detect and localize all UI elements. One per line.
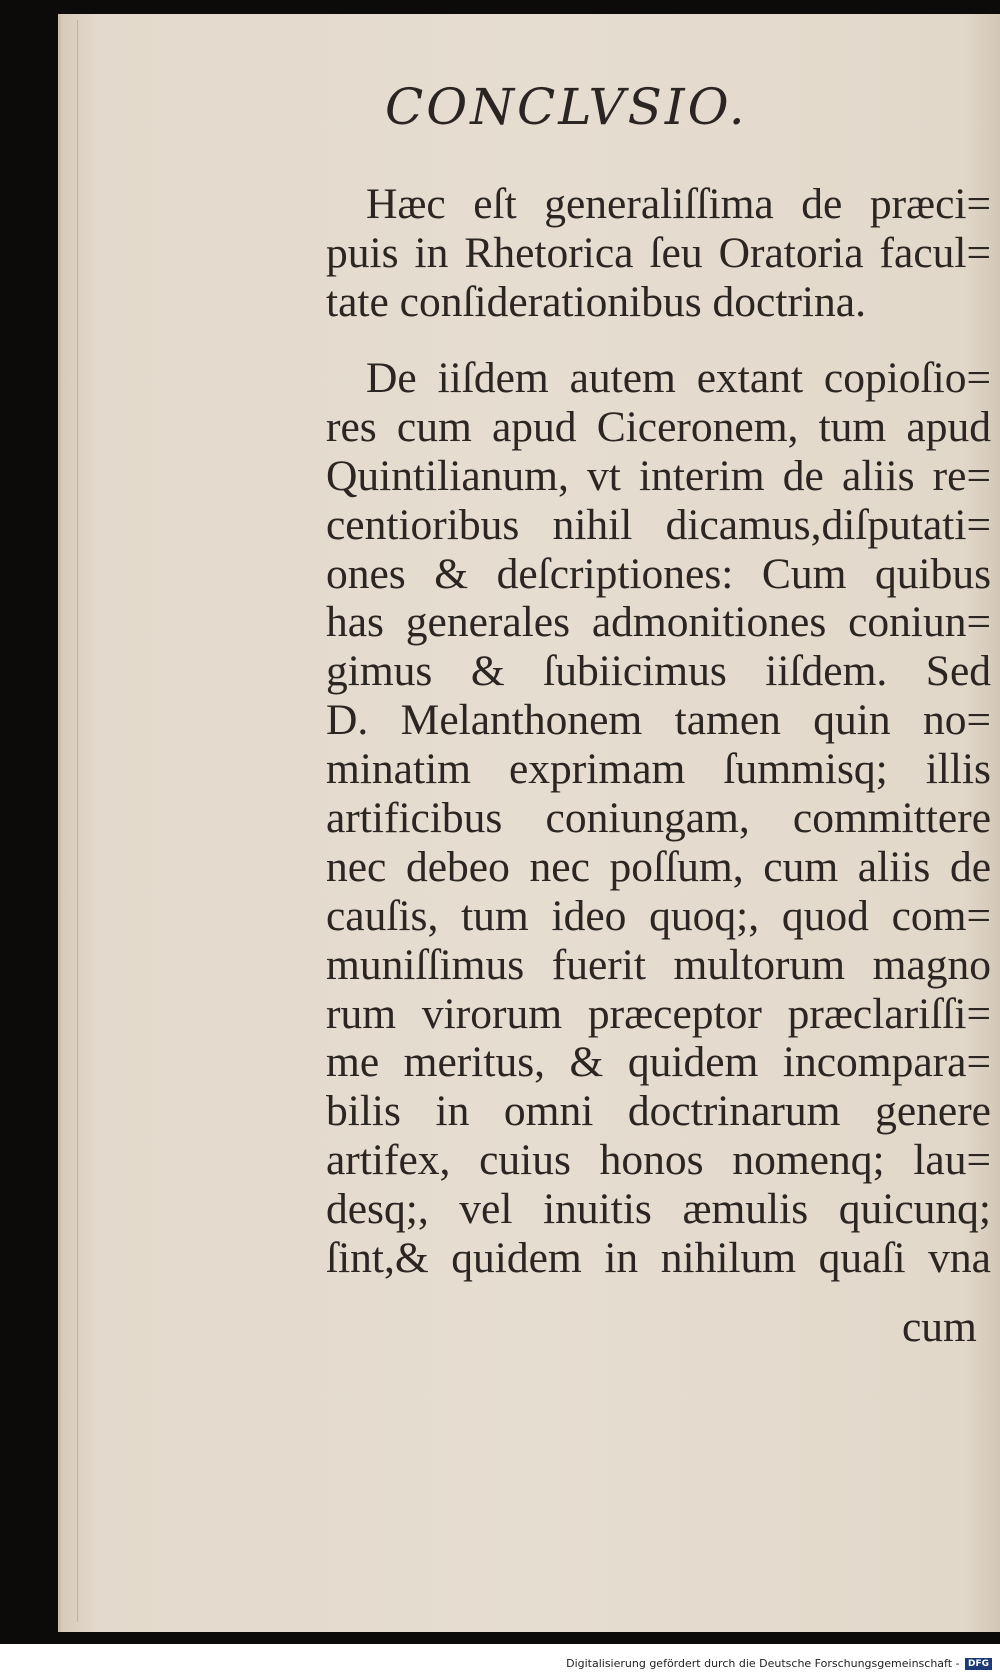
text-line: rum virorum præceptor præclariſſi= [326,989,991,1038]
text-line: D. Melanthonem tamen quin no= [326,696,991,745]
text-line: has generales admonitiones coniun= [326,598,991,647]
text-line: desq;, vel inuitis æmulis quicunq; [326,1185,991,1234]
text-line: artificibus coniungam, committere [326,794,991,843]
text-line: res cum apud Ciceronem, tum apud [326,402,991,451]
text-line: me meritus, & quidem incompara= [326,1038,991,1087]
paragraph-2 [326,354,991,1283]
text-line: ſint,& quidem in nihilum quaſi vna [326,1234,991,1283]
text-line: gimus & ſubiicimus iiſdem. Sed [326,647,991,696]
text-line: minatim exprimam ſummisq; illis [326,745,991,794]
text-line: Hæc eſt generaliſſima de præci= [366,180,991,228]
text-line: Quintilianum, vt interim de aliis re= [326,451,991,500]
text-line: tate conſiderationibus doctrina. [326,277,866,326]
paragraph-1 [326,180,991,327]
text-line: puis in Rhetorica ſeu Oratoria facul= [326,228,991,277]
credit-text: Digitalisierung gefördert durch die Deutsche Forschungsgemeinschaft - [566,1657,960,1670]
text-line: artifex, cuius honos nomenq; lau= [326,1136,991,1185]
text-line: ones & deſcriptiones: Cum quibus [326,549,991,598]
text-line: bilis in omni doctrinarum genere [326,1087,991,1136]
digitization-credit [566,1657,992,1670]
catchword: cum [902,1303,977,1351]
text-line: muniſſimus fuerit multorum magno [326,940,991,989]
page-heading: CONCLVSIO. [385,78,748,136]
text-line: nec debeo nec poſſum, cum aliis de [326,842,991,891]
text-line: De iiſdem autem extant copioſio= [366,354,991,402]
dfg-logo: DFG [965,1658,992,1670]
text-line: cauſis, tum ideo quoq;, quod com= [326,891,991,940]
text-line: centioribus nihil dicamus,diſputati= [326,500,991,549]
